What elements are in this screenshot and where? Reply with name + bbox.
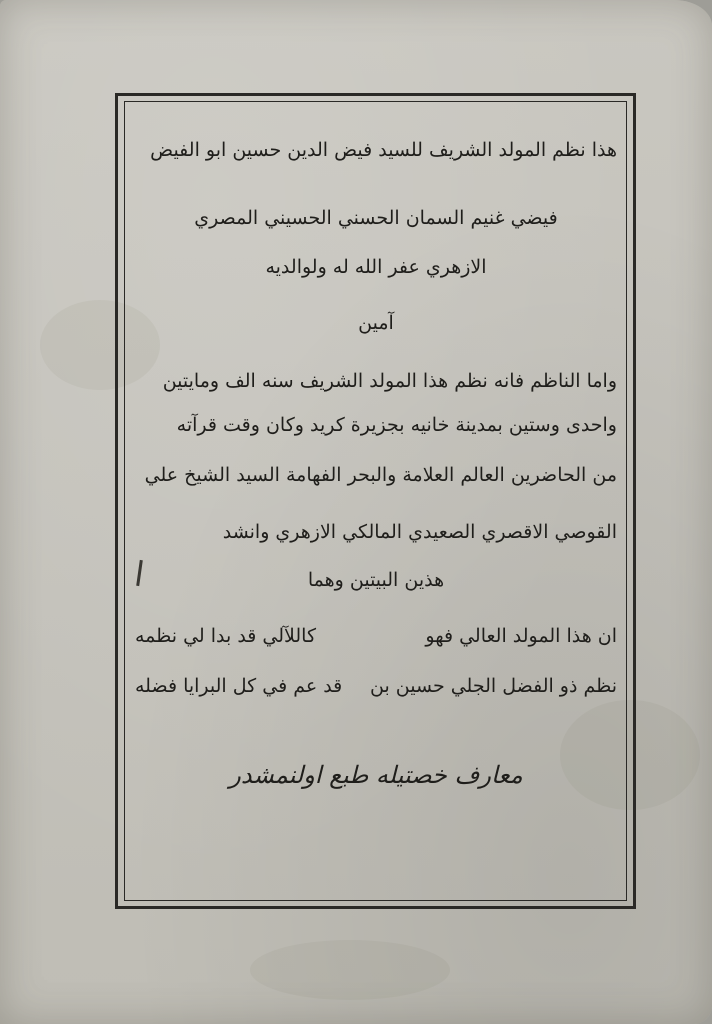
body-line-3: من الحاضرين العالم العلامة والبحر الفهامة السيد الشيخ علي [144, 464, 617, 486]
verse-row-1 [135, 621, 617, 651]
header-line-3: الازهري عفر الله له ولوالديه [265, 256, 487, 278]
header-line-1: هذا نظم المولد الشريف للسيد فيض الدين حسين ابو الفيض [150, 139, 617, 161]
body-line-1: واما الناظم فانه نظم هذا المولد الشريف سنه الف ومايتين [162, 370, 617, 392]
body-line-5: هذين البيتين وهما [307, 569, 445, 591]
verse-1-first-hemistich: ان هذا المولد العالي فهو [425, 625, 617, 647]
header-line-2: فيضي غنيم السمان الحسني الحسيني المصري [194, 207, 558, 229]
verse-1-second-hemistich: كاللآلي قد بدا لي نظمه [135, 625, 317, 647]
printer-signature: معارف خصتيله طبع اولنمشدر [229, 761, 523, 789]
header-line-4: آمين [358, 312, 394, 334]
verse-2-second-hemistich: قد عم في كل البرايا فضله [135, 675, 343, 697]
verse-2-first-hemistich: نظم ذو الفضل الجلي حسين بن [370, 675, 617, 697]
verse-row-2 [135, 671, 617, 701]
body-line-2: واحدى وستين بمدينة خانيه بجزيرة كريد وكان وقت قرآته [176, 414, 617, 436]
paper-stain [250, 940, 450, 1000]
body-line-4: القوصي الاقصري الصعيدي المالكي الازهري وانشد [222, 521, 617, 543]
